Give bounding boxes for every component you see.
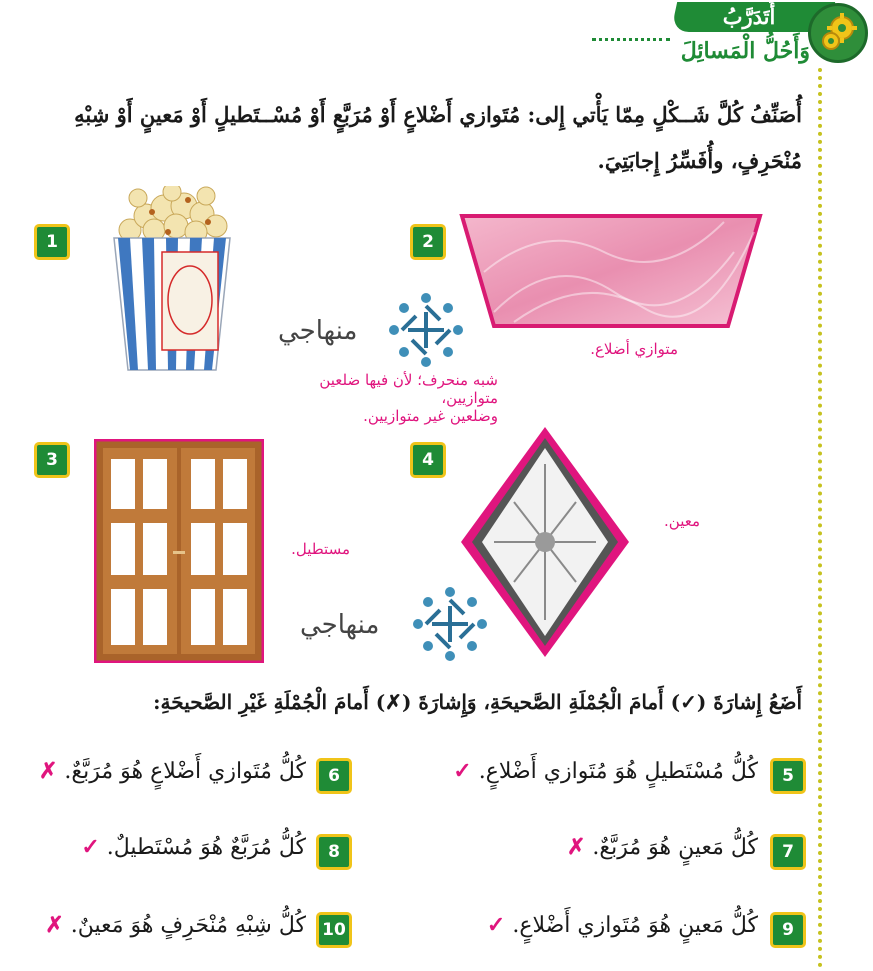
parallelogram-image bbox=[454, 212, 766, 330]
watermark-text: منهاجي bbox=[300, 610, 380, 640]
item-number-badge: 6 bbox=[316, 758, 352, 794]
watermark-logo-icon bbox=[410, 584, 490, 664]
cross-mark-icon: ✗ bbox=[45, 912, 64, 938]
item-number-badge: 2 bbox=[410, 224, 446, 260]
check-mark-icon: ✓ bbox=[81, 834, 100, 860]
item-number-badge: 4 bbox=[410, 442, 446, 478]
answer-1-line-2: وضلعين غير متوازيين. bbox=[363, 407, 498, 425]
check-mark-icon: ✓ bbox=[453, 758, 472, 784]
statement-text: كُلُّ مُتَوازي أَضْلاعٍ هُوَ مُرَبَّعٌ. bbox=[64, 759, 306, 784]
cross-mark-icon: ✗ bbox=[38, 758, 58, 784]
watermark-text: منهاجي bbox=[278, 316, 358, 346]
statement-text: كُلُّ مَعينٍ هُوَ مُرَبَّعٌ. bbox=[592, 835, 758, 860]
statement bbox=[20, 912, 306, 938]
answer-1-line-1: شبه منحرف؛ لأن فيها ضلعين متوازيين، bbox=[319, 371, 498, 407]
header-dotted-rule bbox=[592, 38, 670, 41]
statement bbox=[478, 834, 758, 860]
check-mark-icon: ✓ bbox=[486, 912, 506, 938]
instruction-line-2: مُنْحَرِفٍ، وأُفَسِّرُ إِجابَتِيَ. bbox=[597, 148, 802, 173]
item-number-badge: 3 bbox=[34, 442, 70, 478]
item-number-badge: 9 bbox=[770, 912, 806, 948]
header-title: أَتَدَرَّبُ bbox=[722, 4, 776, 29]
statement bbox=[20, 758, 306, 784]
item-number-badge: 8 bbox=[316, 834, 352, 870]
watermark-logo-icon bbox=[386, 290, 466, 370]
cross-mark-icon: ✗ bbox=[566, 834, 586, 860]
item-number-badge: 5 bbox=[770, 758, 806, 794]
statement-text: كُلُّ مُرَبَّعٌ هُوَ مُسْتَطيلٌ. bbox=[106, 835, 306, 860]
item-number-badge: 7 bbox=[770, 834, 806, 870]
statement-text: كُلُّ شِبْهِ مُنْحَرِفٍ هُوَ مَعينٌ. bbox=[70, 913, 306, 938]
answer-1 bbox=[262, 371, 498, 425]
header-subtitle: وَأَحُلُّ الْمَسائِلَ bbox=[680, 38, 810, 64]
answer-4: معين. bbox=[664, 512, 700, 530]
statement-text: كُلُّ مُسْتَطيلٍ هُوَ مُتَوازي أَضْلاعٍ. bbox=[478, 759, 758, 784]
popcorn-box-image bbox=[108, 186, 236, 371]
instruction-line-1: أُصَنِّفُ كُلَّ شَــكْلٍ مِمّا يَأْتي إِلى: مُتَوازي أَضْلاعٍ أَوْ مُرَبَّعٍ أَوْ مُسْــتَطيلٍ أَوْ مَعينٍ أَوْ شِبْهِ bbox=[74, 102, 802, 127]
answer-2: متوازي أضلاع. bbox=[590, 340, 678, 358]
instruction bbox=[30, 92, 802, 184]
statement bbox=[20, 834, 306, 860]
margin-dotted-line bbox=[818, 68, 822, 968]
statement bbox=[453, 758, 758, 784]
gears-icon bbox=[808, 3, 868, 63]
answer-3: مستطيل. bbox=[291, 540, 350, 558]
item-number-badge: 1 bbox=[34, 224, 70, 260]
exercise2-instruction: أَضَعُ إِشارَةَ (✓) أَمامَ الْجُمْلَةِ الصَّحيحَةِ، وَإِشارَةَ (✗) أَمامَ الْجُمْلَةِ غَيْرِ الصَّحيحَةِ: bbox=[153, 690, 802, 714]
window-image bbox=[94, 439, 264, 663]
statement-text: كُلُّ مَعينٍ هُوَ مُتَوازي أَضْلاعٍ. bbox=[512, 913, 758, 938]
statement bbox=[478, 912, 758, 938]
item-number-badge: 10 bbox=[316, 912, 352, 948]
